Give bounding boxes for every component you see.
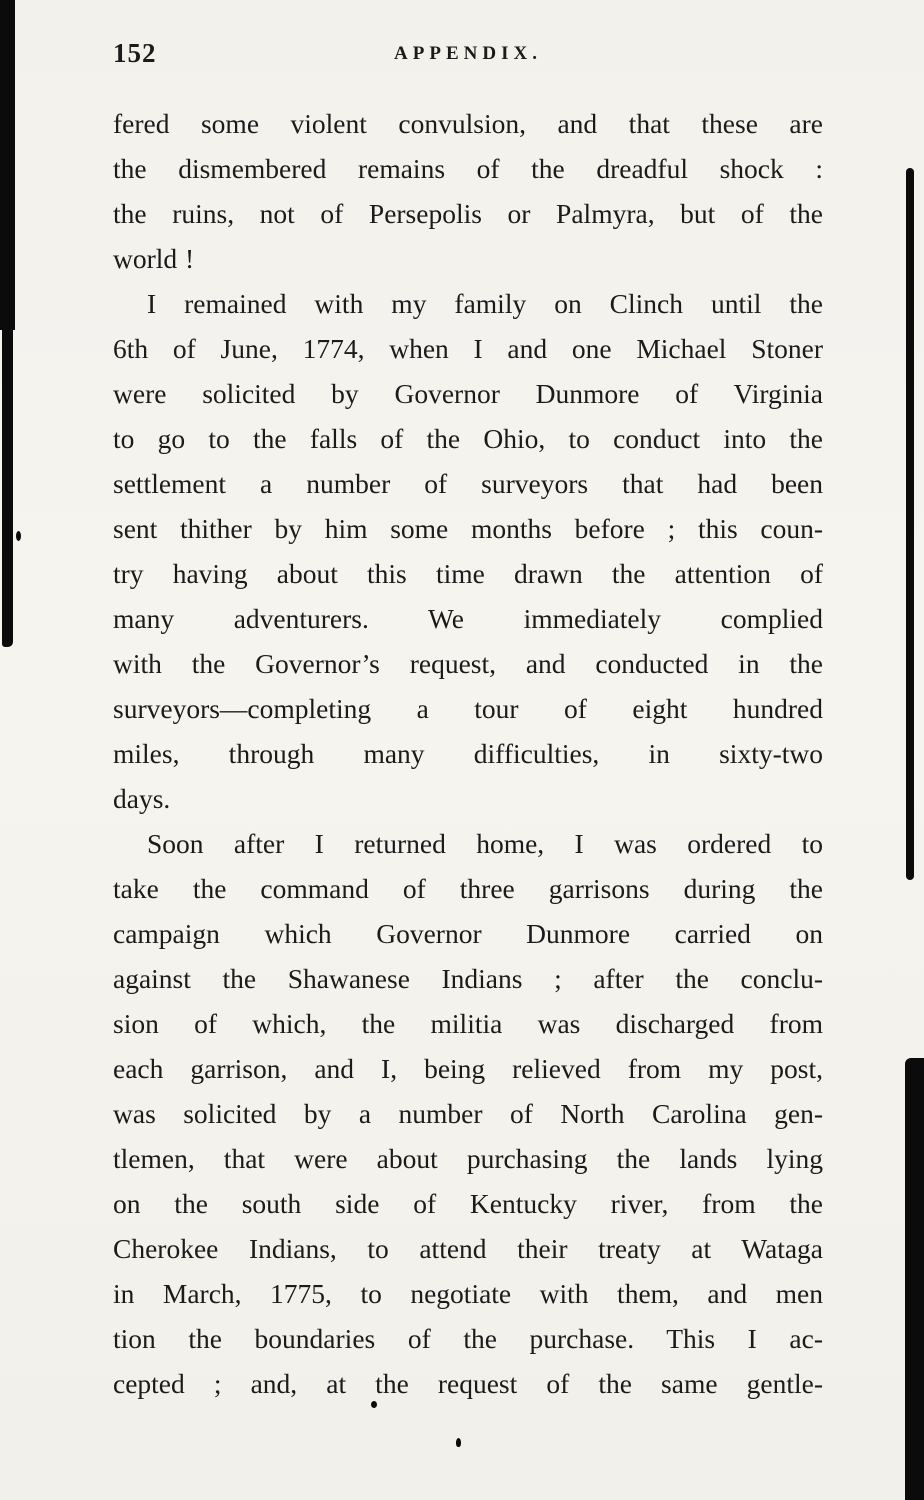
scan-artifact-left-bar-top — [0, 0, 15, 330]
page-number: 152 — [113, 38, 157, 68]
text-line: days. — [113, 783, 171, 814]
text-line: surveyors—completing a tour of eight hundred — [113, 693, 823, 724]
text-line: 6th of June, 1774, when I and one Michael Stoner — [113, 333, 823, 364]
text-line: in March, 1775, to negotiate with them, and men — [113, 1278, 823, 1309]
paragraph-1 — [113, 101, 823, 281]
text-line: many adventurers. We immediately complied — [113, 603, 823, 634]
text-line: fered some violent convulsion, and that these are — [113, 108, 823, 139]
scan-artifact-bottom-mark — [456, 1438, 461, 1447]
text-line: tlemen, that were about purchasing the lands lying — [113, 1143, 823, 1174]
text-line: campaign which Governor Dunmore carried on — [113, 918, 823, 949]
text-line: each garrison, and I, being relieved from my post, — [113, 1053, 823, 1084]
paragraph-3 — [113, 821, 823, 1406]
text-line: with the Governor’s request, and conducted in the — [113, 648, 823, 679]
text-line: on the south side of Kentucky river, from the — [113, 1188, 823, 1219]
scan-artifact-right-bar-bottom — [905, 1058, 924, 1500]
text-line: I remained with my family on Clinch until the — [147, 288, 823, 319]
text-line: take the command of three garrisons during the — [113, 873, 823, 904]
text-line: cepted ; and, at the request of the same gentle- — [113, 1368, 823, 1399]
text-line: sent thither by him some months before ; this coun- — [113, 513, 823, 544]
text-line: against the Shawanese Indians ; after the conclu- — [113, 963, 823, 994]
text-line: miles, through many difficulties, in sixty-two — [113, 738, 823, 769]
page-header — [113, 38, 823, 74]
text-line: was solicited by a number of North Carolina gen- — [113, 1098, 823, 1129]
text-line: world ! — [113, 243, 195, 274]
running-header: APPENDIX. — [394, 43, 542, 64]
text-line: settlement a number of surveyors that had been — [113, 468, 823, 499]
text-line: Soon after I returned home, I was ordered to — [147, 828, 823, 859]
text-line: the dismembered remains of the dreadful shock : — [113, 153, 823, 184]
text-line: the ruins, not of Persepolis or Palmyra, but of the — [113, 198, 823, 229]
text-line: sion of which, the militia was discharged from — [113, 1008, 823, 1039]
text-line: were solicited by Governor Dunmore of Virginia — [113, 378, 823, 409]
body-text — [113, 101, 823, 1406]
scan-artifact-left-bar-bottom — [2, 325, 13, 647]
paragraph-2 — [113, 281, 823, 821]
text-line: to go to the falls of the Ohio, to conduct into the — [113, 423, 823, 454]
scan-artifact-right-bar-top — [906, 168, 914, 880]
text-line: tion the boundaries of the purchase. This I ac- — [113, 1323, 823, 1354]
scan-artifact-left-dot — [16, 531, 21, 541]
text-line: Cherokee Indians, to attend their treaty at Wataga — [113, 1233, 823, 1264]
text-line: try having about this time drawn the attention of — [113, 558, 823, 589]
